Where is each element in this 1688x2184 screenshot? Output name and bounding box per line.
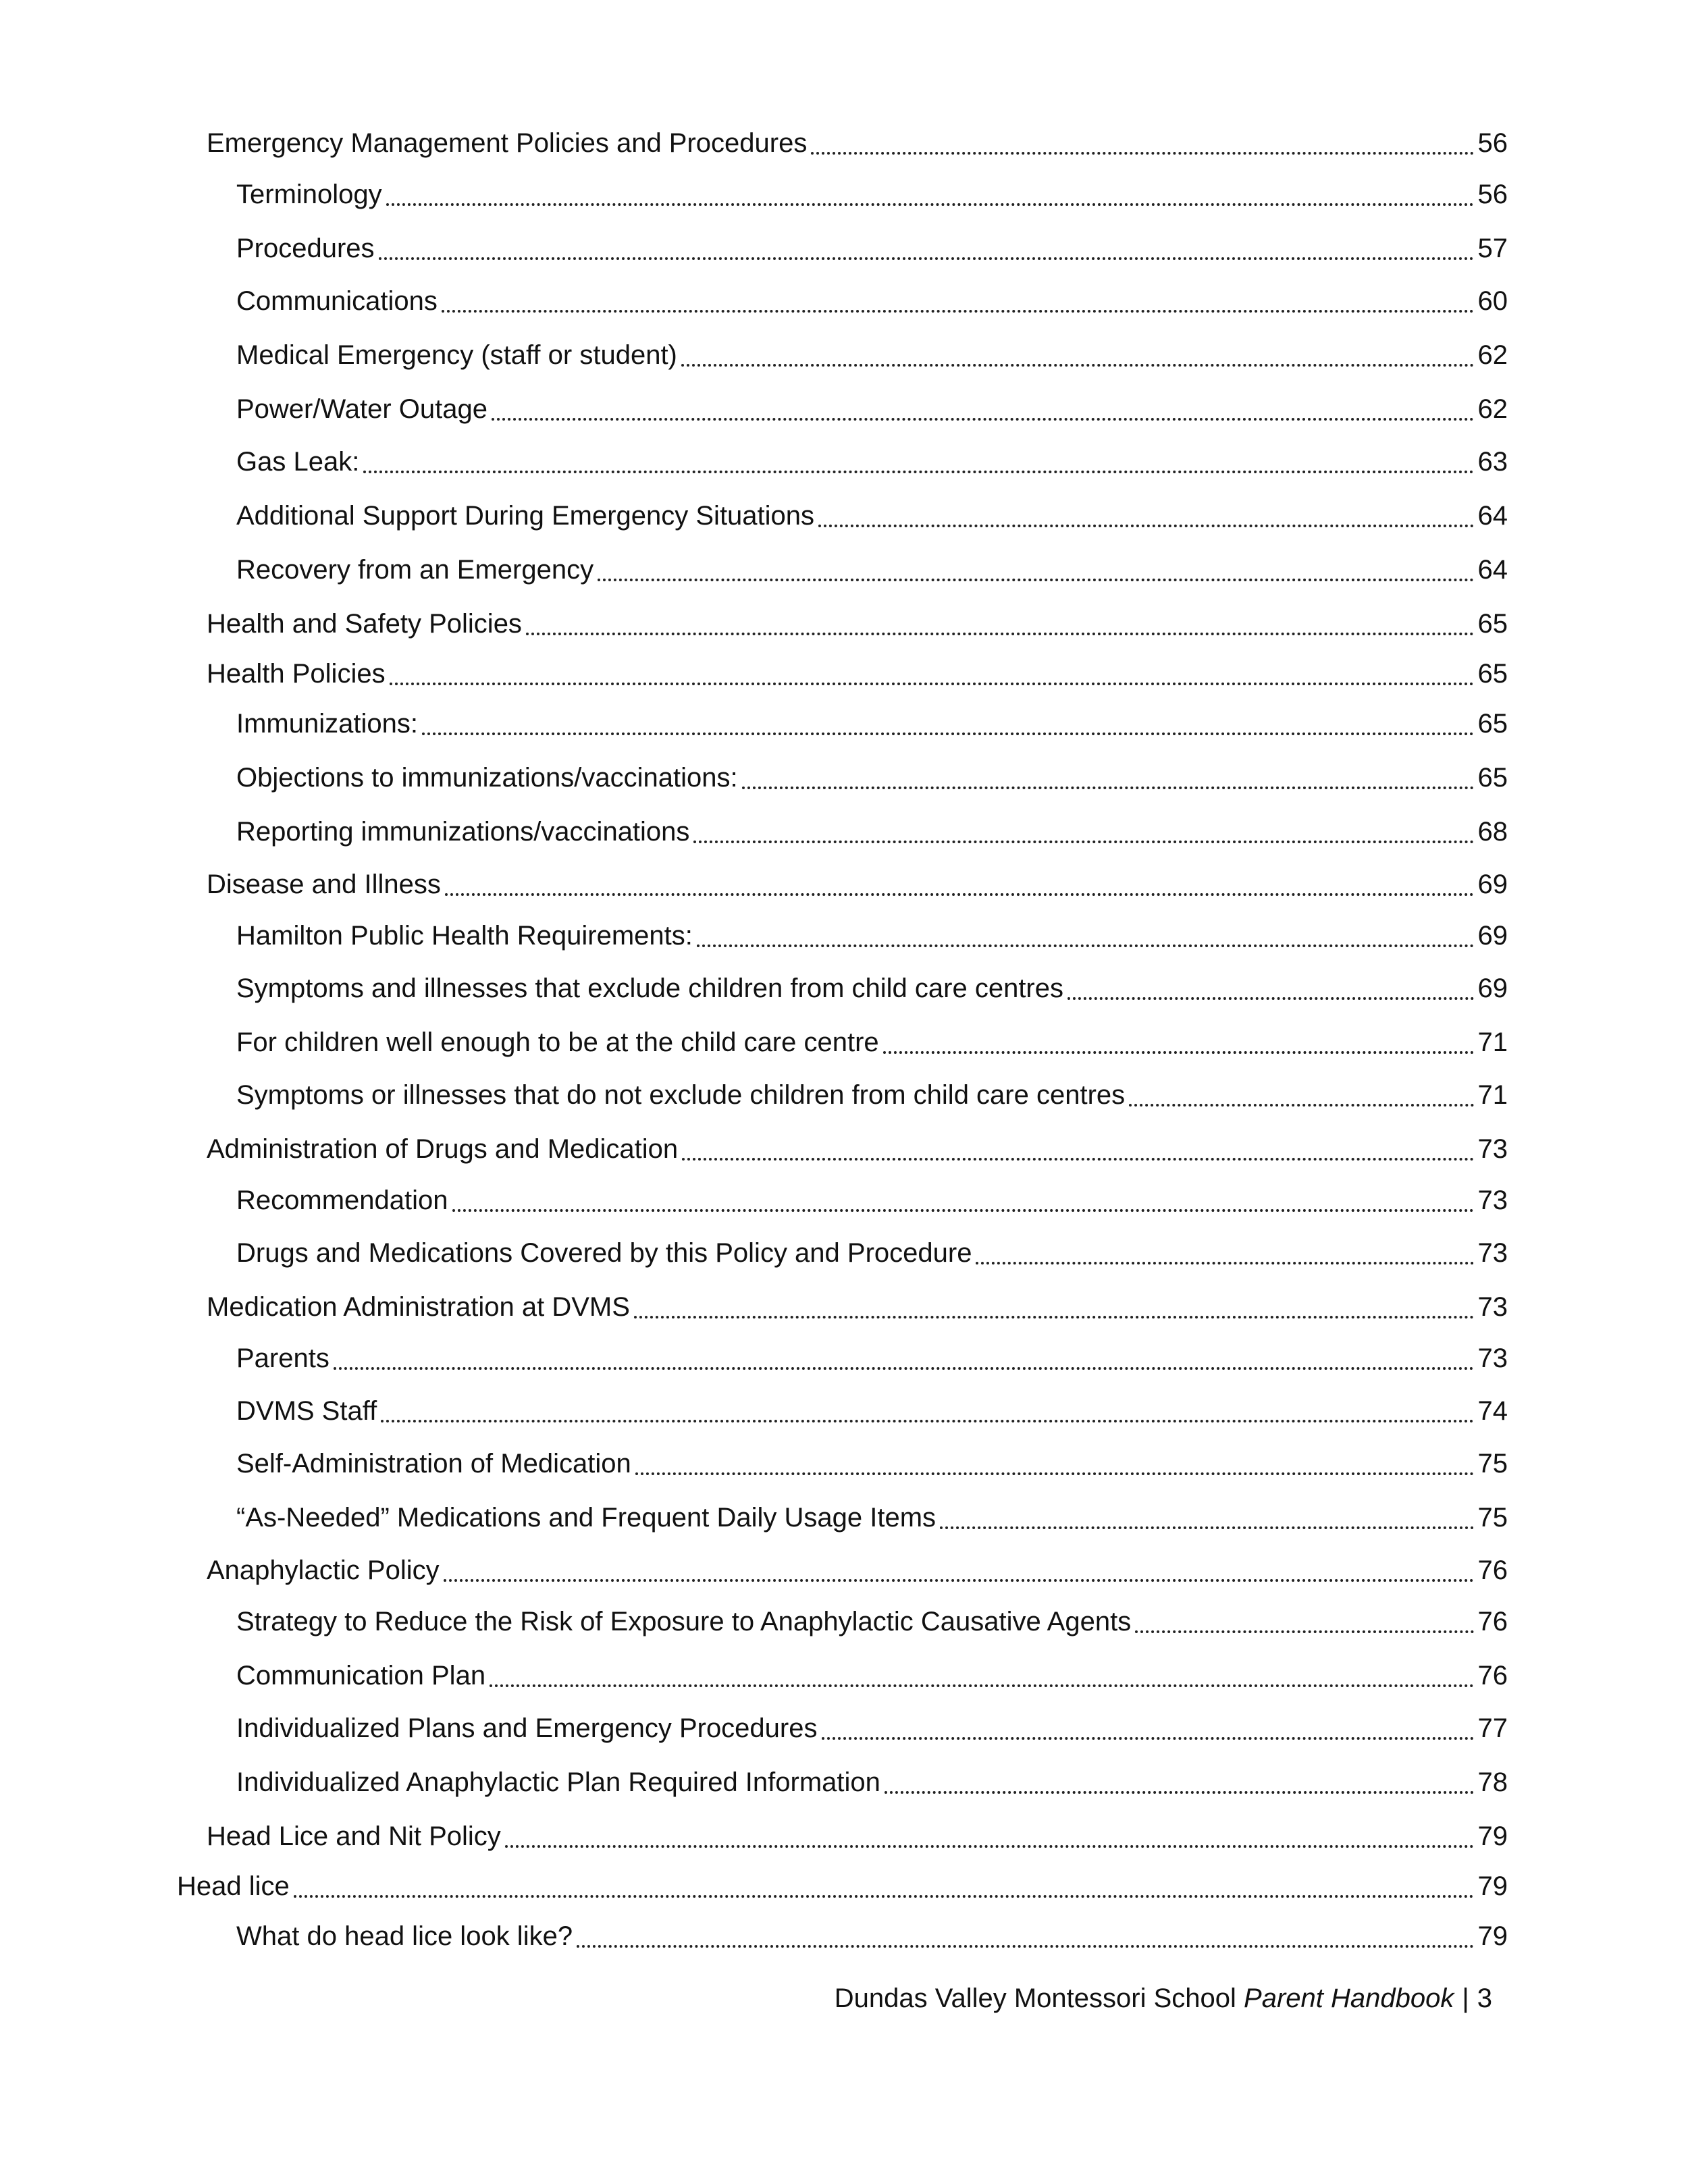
toc-dot-leader — [379, 228, 1474, 269]
toc-dot-leader — [1129, 1075, 1473, 1115]
toc-dot-leader — [693, 811, 1473, 852]
toc-entry[interactable] — [236, 1601, 1508, 1642]
toc-entry-page: 62 — [1477, 340, 1508, 370]
toc-entry-title: Medication Administration at DVMS — [207, 1292, 630, 1322]
toc-entry-page: 73 — [1477, 1186, 1508, 1215]
toc-entry[interactable] — [236, 968, 1508, 1009]
toc-dot-leader — [634, 1287, 1474, 1327]
toc-entry-title: Communications — [236, 286, 438, 316]
footer-separator: | — [1462, 1983, 1469, 2013]
toc-dot-leader — [386, 174, 1474, 215]
toc-dot-leader — [444, 1550, 1474, 1591]
toc-entry-title: Terminology — [236, 180, 382, 209]
toc-dot-leader — [490, 1655, 1473, 1696]
toc-entry-page: 79 — [1477, 1871, 1508, 1901]
toc-dot-leader — [442, 281, 1474, 321]
toc-dot-leader — [577, 1916, 1473, 1956]
toc-entry-page: 62 — [1477, 394, 1508, 424]
toc-entry-page: 65 — [1477, 709, 1508, 739]
toc-dot-leader — [381, 1391, 1473, 1431]
toc-entry-title: Reporting immunizations/vaccinations — [236, 817, 690, 847]
toc-entry-title: Head Lice and Nit Policy — [207, 1821, 501, 1851]
toc-entry-title: Drugs and Medications Covered by this Policy and Procedure — [236, 1238, 972, 1268]
toc-dot-leader — [452, 1180, 1474, 1221]
toc-entry-page: 71 — [1477, 1028, 1508, 1057]
toc-entry-title: Hamilton Public Health Requirements: — [236, 921, 693, 951]
toc-entry-page: 64 — [1477, 555, 1508, 585]
toc-entry-title: Immunizations: — [236, 709, 418, 739]
toc-dot-leader — [940, 1497, 1473, 1538]
toc-dot-leader — [742, 757, 1474, 798]
toc-entry-title: Recovery from an Emergency — [236, 555, 594, 585]
toc-entry[interactable] — [236, 1497, 1508, 1538]
toc-entry[interactable] — [236, 389, 1508, 429]
toc-entry-title: Individualized Plans and Emergency Procedures — [236, 1713, 818, 1743]
toc-entry[interactable] — [236, 1708, 1508, 1749]
toc-dot-leader — [681, 335, 1474, 375]
toc-entry[interactable] — [236, 1916, 1508, 1956]
toc-entry[interactable] — [236, 281, 1508, 321]
toc-entry-title: Head lice — [177, 1871, 290, 1901]
toc-entry-page: 65 — [1477, 609, 1508, 639]
toc-entry-title: Health and Safety Policies — [207, 609, 522, 639]
toc-entry[interactable] — [236, 703, 1508, 744]
toc-entry-page: 79 — [1477, 1821, 1508, 1851]
toc-entry-title: Emergency Management Policies and Procedures — [207, 128, 808, 158]
toc-entry-title: What do head lice look like? — [236, 1921, 573, 1951]
toc-entry[interactable] — [207, 604, 1508, 644]
toc-entry-page: 69 — [1477, 974, 1508, 1003]
toc-entry[interactable] — [207, 864, 1508, 905]
toc-entry[interactable] — [236, 1443, 1508, 1484]
toc-entry-page: 76 — [1477, 1607, 1508, 1636]
toc-entry-page: 73 — [1477, 1134, 1508, 1164]
toc-entry-page: 78 — [1477, 1767, 1508, 1797]
toc-entry[interactable] — [207, 1287, 1508, 1327]
toc-dot-leader — [822, 1708, 1474, 1749]
toc-entry[interactable] — [236, 1762, 1508, 1803]
toc-dot-leader — [883, 1022, 1474, 1063]
toc-entry-title: Additional Support During Emergency Situations — [236, 501, 815, 531]
toc-entry[interactable] — [207, 1129, 1508, 1169]
toc-entry[interactable] — [236, 228, 1508, 269]
toc-entry-page: 65 — [1477, 763, 1508, 793]
toc-entry-title: Power/Water Outage — [236, 394, 488, 424]
toc-entry[interactable] — [207, 123, 1508, 163]
toc-entry[interactable] — [236, 1022, 1508, 1063]
toc-entry-page: 56 — [1477, 180, 1508, 209]
toc-dot-leader — [363, 442, 1473, 482]
toc-entry[interactable] — [236, 496, 1508, 536]
toc-entry-page: 73 — [1477, 1238, 1508, 1268]
toc-entry-title: Recommendation — [236, 1186, 448, 1215]
toc-entry-page: 68 — [1477, 817, 1508, 847]
toc-entry[interactable] — [236, 550, 1508, 590]
toc-dot-leader — [818, 496, 1473, 536]
toc-dot-leader — [422, 703, 1474, 744]
toc-entry-page: 56 — [1477, 128, 1508, 158]
toc-entry-page: 65 — [1477, 659, 1508, 689]
toc-dot-leader — [682, 1129, 1473, 1169]
toc-entry-page: 74 — [1477, 1396, 1508, 1426]
toc-dot-leader — [492, 389, 1473, 429]
toc-entry[interactable] — [207, 1550, 1508, 1591]
toc-entry-title: Self-Administration of Medication — [236, 1449, 631, 1479]
toc-dot-leader — [811, 123, 1473, 163]
toc-entry[interactable] — [236, 1180, 1508, 1221]
footer-page-number: 3 — [1477, 1983, 1492, 2013]
toc-entry-title: Communication Plan — [236, 1661, 486, 1690]
toc-entry-page: 77 — [1477, 1713, 1508, 1743]
toc-dot-leader — [294, 1866, 1474, 1907]
toc-dot-leader — [390, 654, 1474, 694]
toc-entry-page: 63 — [1477, 447, 1508, 477]
toc-dot-leader — [505, 1816, 1474, 1857]
toc-entry[interactable] — [207, 654, 1508, 694]
toc-entry-title: Disease and Illness — [207, 870, 441, 899]
toc-entry-title: Objections to immunizations/vaccinations: — [236, 763, 738, 793]
toc-dot-leader — [976, 1233, 1473, 1273]
toc-entry[interactable] — [236, 757, 1508, 798]
toc-entry[interactable] — [236, 1391, 1508, 1431]
toc-entry[interactable] — [236, 174, 1508, 215]
toc-entry[interactable] — [236, 811, 1508, 852]
toc-entry[interactable] — [177, 1866, 1508, 1907]
toc-entry-title: Anaphylactic Policy — [207, 1555, 440, 1585]
toc-entry-page: 76 — [1477, 1661, 1508, 1690]
toc-entry-page: 57 — [1477, 234, 1508, 263]
toc-entry[interactable] — [207, 1816, 1508, 1857]
toc-entry-title: “As-Needed” Medications and Frequent Daily Usage Items — [236, 1503, 937, 1533]
toc-entry[interactable] — [236, 335, 1508, 375]
toc-entry-title: Health Policies — [207, 659, 386, 689]
toc-entry[interactable] — [236, 1075, 1508, 1115]
toc-entry-title: DVMS Staff — [236, 1396, 377, 1426]
toc-entry-title: Individualized Anaphylactic Plan Required Information — [236, 1767, 880, 1797]
footer-document-title: Parent Handbook — [1244, 1983, 1454, 2013]
toc-entry[interactable] — [236, 915, 1508, 956]
toc-entry-page: 73 — [1477, 1343, 1508, 1373]
toc-entry[interactable] — [236, 1233, 1508, 1273]
toc-entry-title: Administration of Drugs and Medication — [207, 1134, 679, 1164]
toc-dot-leader — [885, 1762, 1474, 1803]
toc-entry-title: Procedures — [236, 234, 375, 263]
toc-entry-page: 76 — [1477, 1555, 1508, 1585]
toc-entry[interactable] — [236, 442, 1508, 482]
toc-dot-leader — [598, 550, 1473, 590]
toc-entry-page: 75 — [1477, 1503, 1508, 1533]
toc-entry[interactable] — [236, 1338, 1508, 1379]
toc-entry-page: 79 — [1477, 1921, 1508, 1951]
toc-dot-leader — [1067, 968, 1474, 1009]
toc-entry-title: Symptoms or illnesses that do not exclude children from child care centres — [236, 1080, 1126, 1110]
toc-entry-title: Gas Leak: — [236, 447, 360, 477]
toc-entry-page: 69 — [1477, 921, 1508, 951]
toc-entry-page: 69 — [1477, 870, 1508, 899]
page-footer — [835, 1979, 1492, 2017]
toc-entry-title: Medical Emergency (staff or student) — [236, 340, 677, 370]
toc-entry-title: Parents — [236, 1343, 329, 1373]
footer-school-name: Dundas Valley Montessori School — [834, 1983, 1236, 2013]
toc-dot-leader — [445, 864, 1474, 905]
toc-dot-leader — [635, 1443, 1474, 1484]
toc-entry-page: 73 — [1477, 1292, 1508, 1322]
toc-entry-title: Symptoms and illnesses that exclude children from child care centres — [236, 974, 1063, 1003]
toc-entry-page: 60 — [1477, 286, 1508, 316]
toc-entry-title: Strategy to Reduce the Risk of Exposure to Anaphylactic Causative Agents — [236, 1607, 1132, 1636]
toc-dot-leader — [1135, 1601, 1473, 1642]
toc-entry-title: For children well enough to be at the child care centre — [236, 1028, 879, 1057]
toc-dot-leader — [697, 915, 1474, 956]
toc-dot-leader — [334, 1338, 1474, 1379]
toc-dot-leader — [526, 604, 1474, 644]
toc-entry-page: 71 — [1477, 1080, 1508, 1110]
toc-entry[interactable] — [236, 1655, 1508, 1696]
toc-entry-page: 64 — [1477, 501, 1508, 531]
toc-entry-page: 75 — [1477, 1449, 1508, 1479]
